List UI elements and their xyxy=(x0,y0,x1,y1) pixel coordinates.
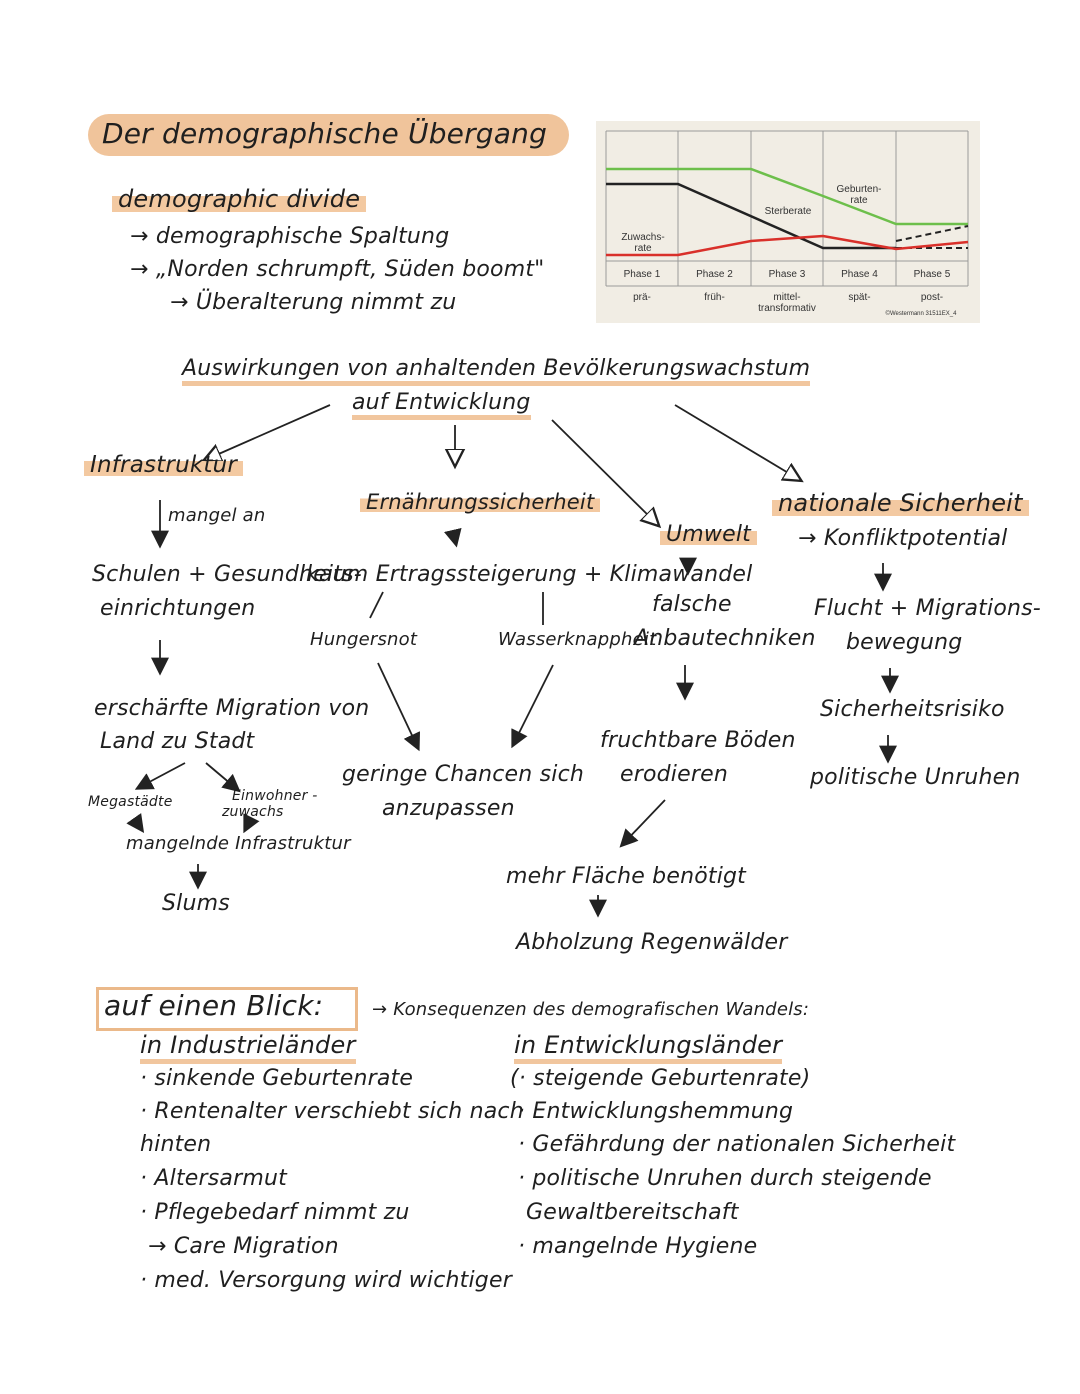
arrow-to-megastaedte xyxy=(138,763,185,788)
industrie-item: hinten xyxy=(140,1132,212,1157)
industrie-item: · Altersarmut xyxy=(140,1166,287,1191)
chart-credit: ©Westermann 31511EX_4 xyxy=(885,311,957,317)
chart-phase-name: post- xyxy=(920,292,944,303)
sicherheit-heading: nationale Sicherheit xyxy=(772,490,1029,518)
umwelt-anbautechniken: Anbautechniken xyxy=(634,626,816,651)
center-topic-line-1: Auswirkungen von anhaltenden Bevölkerungswachstum xyxy=(182,356,810,381)
chart-phase-label: Phase 5 xyxy=(913,269,951,280)
chart-phase-label: Phase 4 xyxy=(841,269,878,280)
entwicklung-item: · politische Unruhen durch steigende xyxy=(518,1166,932,1191)
sicherheit-flucht-2: bewegung xyxy=(846,630,963,655)
arrow-hunger-to-chancen xyxy=(378,663,418,748)
industrie-item: → Care Migration xyxy=(148,1234,339,1259)
summary-consequences: → Konsequenzen des demografischen Wandels: xyxy=(372,999,810,1020)
chart-label-birth-rate: Geburten- rate xyxy=(836,184,882,206)
arrow-megastaedte-down xyxy=(135,820,142,830)
umwelt-boeden-2: erodieren xyxy=(620,762,728,787)
arrow-to-flaeche xyxy=(622,800,665,845)
chart-phase-label: Phase 2 xyxy=(696,269,733,280)
infra-migration-1: erschärfte Migration von xyxy=(94,696,370,721)
chart-phase-name: spät- xyxy=(848,292,871,303)
entwicklung-item: (· steigende Geburtenrate) xyxy=(510,1066,811,1091)
sicherheit-risiko: Sicherheitsrisiko xyxy=(820,697,1005,722)
intro-line-3: → Überalterung nimmt zu xyxy=(170,290,457,315)
arrow-einwohner-down xyxy=(245,820,250,830)
industrie-item: · sinkende Geburtenrate xyxy=(140,1066,414,1091)
intro-line-1: → demographische Spaltung xyxy=(130,224,450,249)
center-topic-line-2: auf Entwicklung xyxy=(352,390,531,415)
umwelt-heading: Umwelt xyxy=(660,522,757,547)
ernaehrung-kaum-ertragssteigerung: kaum Ertragssteigerung + Klimawandel xyxy=(306,562,753,587)
arrow-wasser-to-chancen xyxy=(513,665,553,745)
infra-migration-2: Land zu Stadt xyxy=(100,729,255,754)
arrow-ernaehrung-down xyxy=(453,531,456,544)
ernaehrung-chancen-2: anzupassen xyxy=(382,796,515,821)
umwelt-falsche: falsche xyxy=(652,592,732,617)
intro-term: demographic divide xyxy=(112,186,366,214)
chart-phase-name: früh- xyxy=(704,292,725,303)
stroke-to-hungersnot xyxy=(370,592,383,618)
infra-mangel-an: mangel an xyxy=(168,505,266,526)
industrie-item: · Pflegebedarf nimmt zu xyxy=(140,1200,410,1225)
infra-schulen-2: einrichtungen xyxy=(100,596,256,621)
ernaehrung-wasserknappheit: Wasserknappheit xyxy=(498,629,657,650)
entwicklung-heading: in Entwicklungsländer xyxy=(514,1032,782,1060)
ernaehrung-heading: Ernährungssicherheit xyxy=(360,490,600,514)
industrie-item: · med. Versorgung wird wichtiger xyxy=(140,1268,512,1293)
infra-mangelnde-infrastruktur: mangelnde Infrastruktur xyxy=(126,833,351,854)
chart-phase-name: mittel- transformativ xyxy=(758,292,816,314)
arrow-to-einwohner xyxy=(206,763,238,790)
summary-box-label: auf einen Blick: xyxy=(104,989,324,1022)
chart-label-growth-rate: Zuwachs- rate xyxy=(621,232,665,254)
entwicklung-item: Gewaltbereitschaft xyxy=(526,1200,739,1225)
infrastruktur-heading: Infrastruktur xyxy=(84,452,243,478)
ernaehrung-hungersnot: Hungersnot xyxy=(310,629,418,650)
entwicklung-item: · mangelnde Hygiene xyxy=(518,1234,758,1259)
infra-schulen-1: Schulen + Gesundheits- xyxy=(92,562,362,587)
arrow-to-sicherheit xyxy=(675,405,800,480)
ernaehrung-chancen-1: geringe Chancen sich xyxy=(342,762,585,787)
umwelt-mehr-flaeche: mehr Fläche benötigt xyxy=(506,864,746,889)
chart-phase-label: Phase 3 xyxy=(768,269,806,280)
page-title: Der demographische Übergang xyxy=(88,114,569,156)
infra-einwohner-2: zuwachs xyxy=(222,804,284,820)
sicherheit-unruhen: politische Unruhen xyxy=(810,765,1021,790)
umwelt-abholzung: Abholzung Regenwälder xyxy=(516,930,788,955)
chart-phase-label: Phase 1 xyxy=(623,269,661,280)
chart-label-death-rate: Sterberate xyxy=(764,206,812,217)
entwicklung-item: · Entwicklungshemmung xyxy=(518,1099,794,1124)
chart-phase-name: prä- xyxy=(633,292,651,303)
infra-megastaedte: Megastädte xyxy=(88,794,173,810)
industrie-item: · Rentenalter verschiebt sich nach xyxy=(140,1099,524,1124)
infra-slums: Slums xyxy=(162,891,230,916)
umwelt-boeden-1: fruchtbare Böden xyxy=(600,728,796,753)
intro-line-2: → „Norden schrumpft, Süden boomt" xyxy=(130,257,545,282)
sicherheit-flucht-1: Flucht + Migrations- xyxy=(814,596,1041,621)
industrie-heading: in Industrieländer xyxy=(140,1032,356,1060)
infra-einwohner-1: Einwohner - xyxy=(232,788,318,804)
entwicklung-item: · Gefährdung der nationalen Sicherheit xyxy=(518,1132,956,1157)
sicherheit-konfliktpotential: → Konfliktpotential xyxy=(798,526,1008,551)
